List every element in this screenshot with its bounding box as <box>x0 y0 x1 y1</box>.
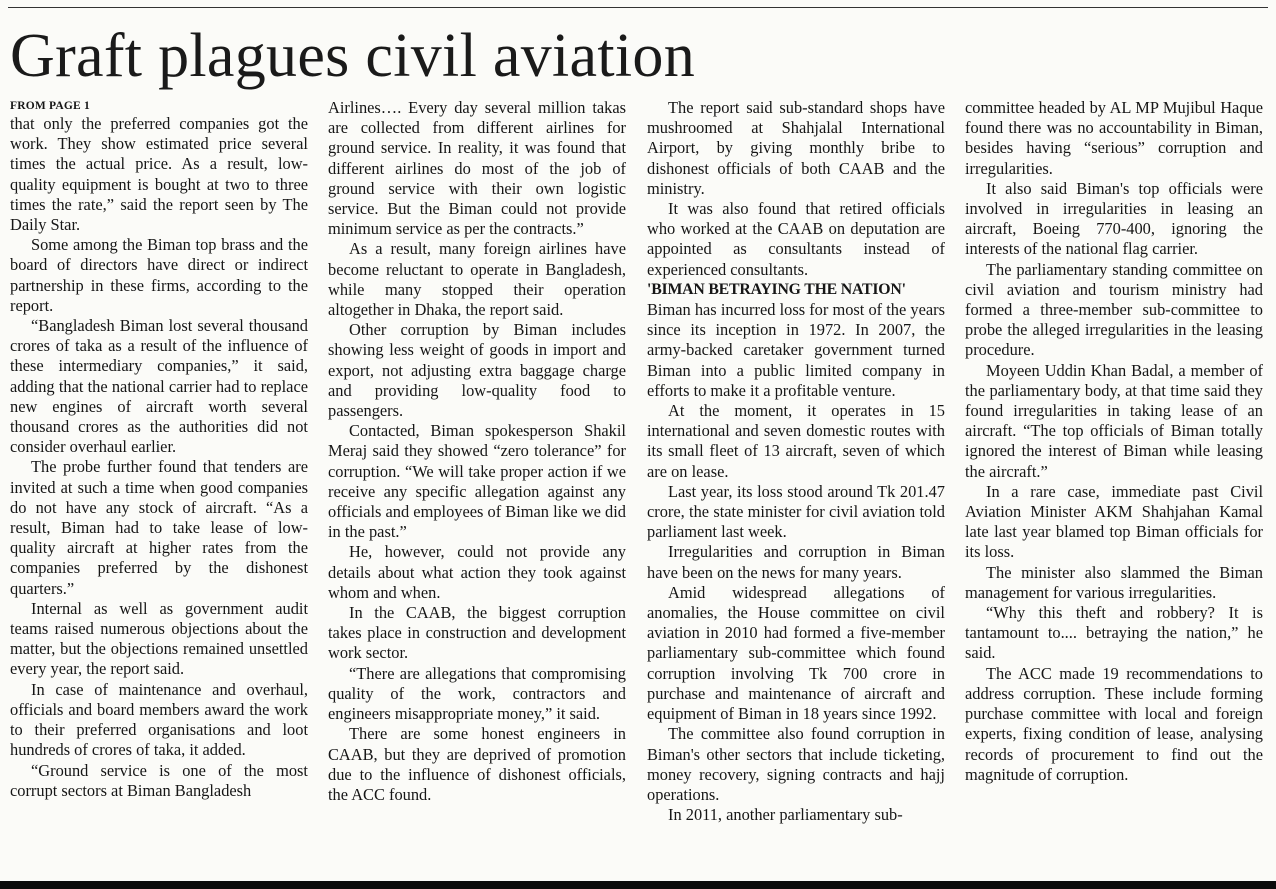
paragraph: Other corruption by Biman includes showing less weight of goods in import and export, not adjusting extra baggage charge and providing low-quality food to passengers. <box>328 320 626 421</box>
paragraph: Internal as well as government audit teams raised numerous objections about the matter, but the objections remained unsettled every year, the report said. <box>10 598 308 679</box>
column-4 <box>965 98 1263 881</box>
paragraph: At the moment, it operates in 15 international and seven domestic routes with its small fleet of 13 aircraft, seven of which are on lease. <box>647 401 945 481</box>
paragraph: The parliamentary standing committee on civil aviation and tourism ministry had formed a three-member sub-committee to probe the alleged irregularities in the leasing procedure. <box>965 259 1263 360</box>
paragraph: Irregularities and corruption in Biman have been on the news for many years. <box>647 542 945 582</box>
paragraph: Last year, its loss stood around Tk 201.47 crore, the state minister for civil aviation told parliament last week. <box>647 481 945 542</box>
paragraph: There are some honest engineers in CAAB, but they are deprived of promotion due to the influence of dishonest officials, the ACC found. <box>328 724 626 804</box>
paragraph: committee headed by AL MP Mujibul Haque found there was no accountability in Biman, besides having “serious” corruption and irregularities. <box>965 98 1263 178</box>
paragraph: The ACC made 19 recommendations to address corruption. These include forming purchase committee with local and foreign experts, fixing condition of lease, analysing records of procurement to find out the magnitude of corruption. <box>965 663 1263 784</box>
paragraph: In 2011, another parliamentary sub- <box>668 805 903 825</box>
column-1 <box>10 98 308 881</box>
paragraph: “There are allegations that compromising quality of the work, contractors and engineers misappropriate money,” it said. <box>328 663 626 724</box>
paragraph: “Why this theft and robbery? It is tantamount to.... betraying the nation,” he said. <box>965 603 1263 663</box>
paragraph: “Ground service is one of the most corrupt sectors at Biman Bangladesh <box>10 760 308 800</box>
headline: Graft plagues civil aviation <box>10 22 696 90</box>
paragraph: As a result, many foreign airlines have become reluctant to operate in Bangladesh, while many stopped their operation altogether in Dhaka, the report said. <box>328 239 626 320</box>
paragraph: Biman has incurred loss for most of the years since its inception in 1972. In 2007, the army-backed caretaker government turned Biman into a public limited company in efforts to make it a profitable venture. <box>647 300 945 400</box>
top-rule <box>8 7 1268 8</box>
subhead: 'BIMAN BETRAYING THE NATION' <box>647 280 906 298</box>
paragraph: “Bangladesh Biman lost several thousand crores of taka as a result of the influence of these intermediary companies,” it said, adding that the national carrier had to replace new engines of aircraft worth several thousand crores as the authorities did not consider overhaul earlier. <box>10 316 308 457</box>
paragraph: It was also found that retired officials who worked at the CAAB on deputation are appointed as consultants instead of experienced consultants. <box>647 199 945 279</box>
paragraph: He, however, could not provide any details about what action they took against whom and when. <box>328 542 626 602</box>
paragraph: The report said sub-standard shops have mushroomed at Shahjalal International Airport, by giving monthly bribe to dishonest officials of both CAAB and the ministry. <box>647 98 945 198</box>
paragraph: that only the preferred companies got the work. They show estimated price several times the actual price. As a result, low-quality equipment is bought at two to three times the rate,” said the report seen by The Daily Star. <box>10 114 308 235</box>
paragraph: In a rare case, immediate past Civil Aviation Minister AKM Shahjahan Kamal late last year blamed top Biman officials for its loss. <box>965 481 1263 562</box>
paragraph: The committee also found corruption in Biman's other sectors that include ticketing, money recovery, signing contracts and hajj operations. <box>647 724 945 804</box>
column-2 <box>328 98 626 881</box>
paragraph: Airlines…. Every day several million takas are collected from different airlines for ground service. In reality, it was found that different airlines do most of the job of ground service with their own logistic service. But the Biman could not provide minimum service as per the contracts.” <box>328 98 626 239</box>
column-3 <box>647 98 945 881</box>
paragraph: It also said Biman's top officials were involved in irregularities in leasing an aircraft, Boeing 770-400, ignoring the interests of the national flag carrier. <box>965 178 1263 259</box>
paragraph: The probe further found that tenders are invited at such a time when good companies do not have any stock of aircraft. “As a result, Biman had to take lease of low-quality aircraft at higher rates from the companies preferred by the dishonest quarters.” <box>10 457 308 598</box>
paragraph: Moyeen Uddin Khan Badal, a member of the parliamentary body, at that time said they found irregularities in taking lease of an aircraft. “The top officials of Biman totally ignored the interest of Biman while leasing the aircraft.” <box>965 360 1263 481</box>
bottom-border <box>0 881 1276 889</box>
paragraph: The minister also slammed the Biman management for various irregularities. <box>965 562 1263 602</box>
paragraph: Amid widespread allegations of anomalies, the House committee on civil aviation in 2010 had formed a five-member parliamentary sub-committee which found corruption involving Tk 700 crore in purchase and maintenance of aircraft and equipment of Biman in 18 years since 1992. <box>647 582 945 724</box>
paragraph: Contacted, Biman spokesperson Shakil Meraj said they showed “zero tolerance” for corruption. “We will take proper action if we receive any specific allegation against any officials and employees of Biman like we did in the past.” <box>328 421 626 542</box>
folio-label: FROM PAGE 1 <box>10 100 90 112</box>
paragraph: In case of maintenance and overhaul, officials and board members award the work to their preferred organisations and loot hundreds of crores of taka, it added. <box>10 679 308 760</box>
paragraph: In the CAAB, the biggest corruption takes place in construction and development work sector. <box>328 603 626 663</box>
paragraph: Some among the Biman top brass and the board of directors have direct or indirect partnership in these firms, according to the report. <box>10 235 308 315</box>
